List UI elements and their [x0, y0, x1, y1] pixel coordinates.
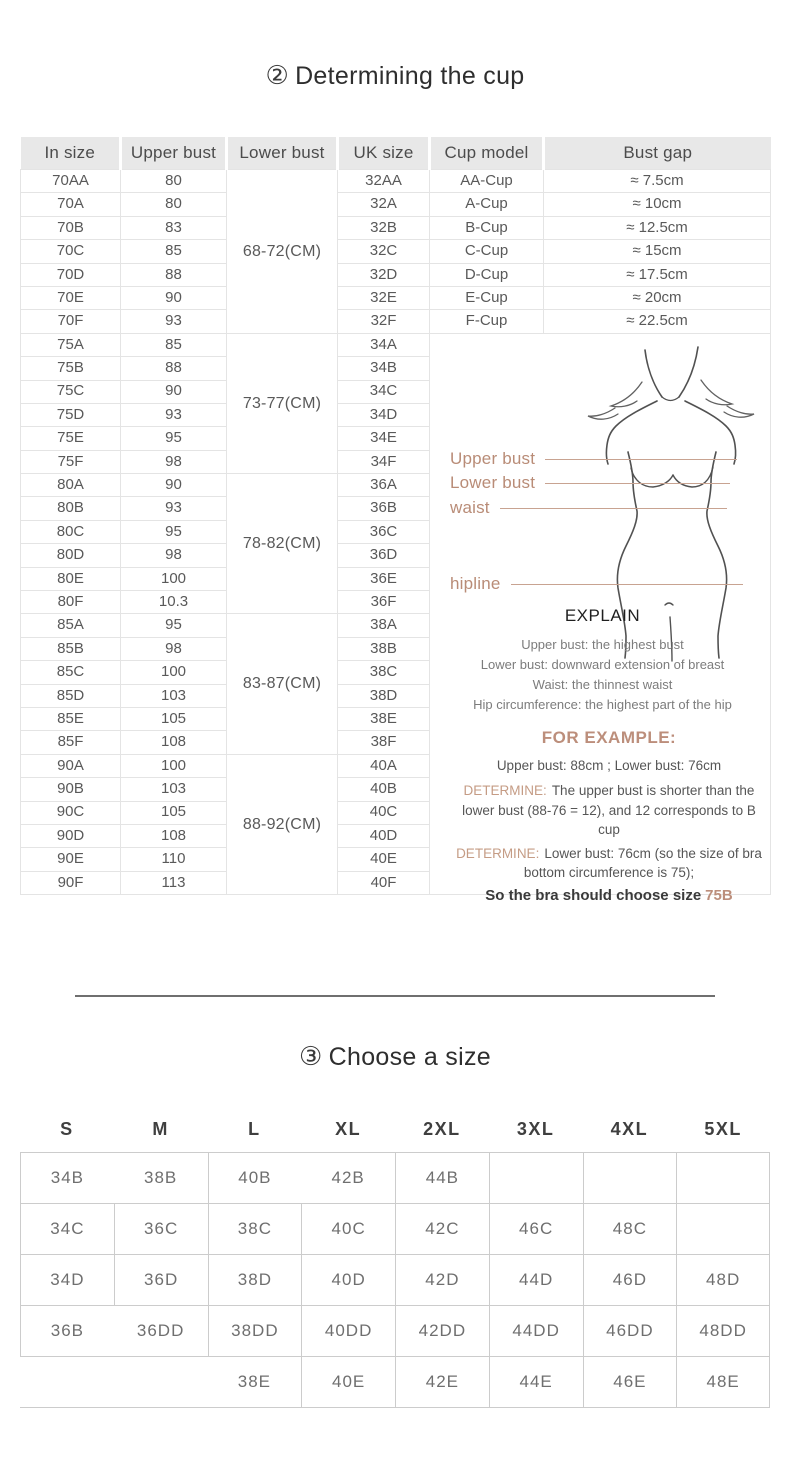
cup-table-cell: 38D [338, 684, 430, 707]
size-chart-cell: 38E [237, 1372, 271, 1392]
cup-table-cell: 38F [338, 731, 430, 754]
size-chart-cell: 48DD [676, 1306, 770, 1356]
size-chart-cell: 34D [20, 1255, 114, 1305]
cup-table-cell: 90 [121, 474, 227, 497]
cup-table-cell: 90 [121, 380, 227, 403]
determine-text: Lower bust: 76cm (so the size of bra bottom circumference is 75); [523, 845, 762, 881]
cup-table-cell: ≈ 22.5cm [544, 310, 771, 333]
size-chart-cell: 48E [676, 1357, 770, 1407]
cup-table-cell: 90 [121, 286, 227, 309]
cup-table-header-row [21, 137, 771, 170]
example-measurements: Upper bust: 88cm ; Lower bust: 76cm [496, 758, 722, 774]
cup-table-column-header: Bust gap [544, 137, 771, 170]
size-chart-cell: 46C [489, 1204, 583, 1254]
size-chart-rows [20, 1152, 770, 1408]
cup-table-cell: 100 [121, 567, 227, 590]
cup-table-cell: A-Cup [430, 193, 544, 216]
size-chart-column-header: 4XL [610, 1118, 649, 1139]
cup-table-row [21, 310, 771, 333]
size-chart-cell: 40C [301, 1204, 395, 1254]
figure-merged-cell [430, 333, 771, 904]
size-chart-cell: 34B [20, 1153, 114, 1203]
body-measurement-figure [430, 334, 770, 904]
cup-table-cell: ≈ 17.5cm [544, 263, 771, 286]
measure-label-upper-bust [450, 450, 737, 469]
size-chart-column-header: 5XL [704, 1118, 742, 1139]
size-chart-cell: 36D [114, 1255, 208, 1305]
cup-table-row [21, 286, 771, 309]
section-size-title-text: Choose a size [328, 1043, 491, 1072]
size-chart-cell: 38B [144, 1168, 178, 1188]
cup-table-cell: 110 [121, 848, 227, 871]
cup-table-cell: 40A [338, 754, 430, 777]
cup-table-cell: 85 [121, 333, 227, 356]
lower-bust-pointer-line [545, 483, 730, 484]
cup-table-cell: 90B [21, 778, 121, 801]
cup-table-cell: 80 [121, 170, 227, 193]
size-chart-cell: 38DD [208, 1306, 302, 1356]
size-chart-cell: 40E [301, 1357, 395, 1407]
waist-pointer-line [500, 508, 727, 509]
determine-step-1 [450, 781, 768, 840]
cup-table-column-header: Cup model [430, 137, 544, 170]
explain-block [450, 607, 755, 716]
determine-step-2 [450, 844, 768, 883]
hipline-label-text: hipline [450, 573, 501, 593]
section-determining-cup-title [0, 0, 790, 91]
size-chart-cell: 46D [583, 1255, 677, 1305]
cup-table-cell: 93 [121, 310, 227, 333]
cup-table-cell: ≈ 12.5cm [544, 216, 771, 239]
for-example-title: FOR EXAMPLE: [541, 727, 677, 747]
size-chart-cell [583, 1153, 677, 1203]
cup-table-cell: 83 [121, 216, 227, 239]
lower-bust-label-text: Lower bust [450, 472, 536, 492]
determine-label: DETERMINE: [463, 783, 547, 799]
size-chart-cell: 42DD [395, 1306, 489, 1356]
cup-table-cell: 95 [121, 614, 227, 637]
cup-table-cell: C-Cup [430, 240, 544, 263]
cup-table-cell: 95 [121, 427, 227, 450]
cup-table-cell: 93 [121, 497, 227, 520]
section-divider-line [75, 995, 715, 997]
upper-bust-label-text: Upper bust [450, 448, 536, 468]
size-chart-cell: 42B [331, 1168, 365, 1188]
cup-table-cell: 70C [21, 240, 121, 263]
explain-line: Waist: the thinnest waist [532, 677, 673, 693]
measure-label-hipline [450, 575, 743, 594]
cup-table-row [21, 193, 771, 216]
cup-table-cell: 85F [21, 731, 121, 754]
cup-table-cell: 70A [21, 193, 121, 216]
cup-table-row [21, 263, 771, 286]
cup-table-body [21, 170, 771, 904]
cup-table-cell: 85E [21, 707, 121, 730]
cup-table-cell: 40E [338, 848, 430, 871]
size-chart-column-header: 2XL [423, 1118, 461, 1139]
size-chart-cell: 40DD [301, 1306, 395, 1356]
cup-table-cell: 85D [21, 684, 121, 707]
cup-table-cell: ≈ 15cm [544, 240, 771, 263]
size-chart-cell: 46E [583, 1357, 677, 1407]
cup-table-cell: 100 [121, 661, 227, 684]
lower-bust-range-cell: 73-77(CM) [227, 333, 338, 473]
cup-table-cell: 98 [121, 637, 227, 660]
cup-table-head [21, 137, 771, 170]
cup-table-cell: F-Cup [430, 310, 544, 333]
cup-table-row [21, 333, 771, 356]
cup-table-row [21, 170, 771, 193]
size-chart-cell [676, 1153, 770, 1203]
measure-label-waist [450, 499, 727, 518]
size-chart-row [20, 1254, 770, 1305]
cup-table-cell: 90A [21, 754, 121, 777]
cup-table-cell: 32E [338, 286, 430, 309]
circled-number-2: ② [265, 60, 290, 90]
cup-table-cell: 32B [338, 216, 430, 239]
cup-table-cell: 32D [338, 263, 430, 286]
size-chart-column-header: M [152, 1118, 169, 1139]
lower-bust-range-cell: 78-82(CM) [227, 474, 338, 614]
size-chart-column-header: S [60, 1118, 74, 1139]
cup-table-cell: 103 [121, 778, 227, 801]
cup-table-cell: 10.3 [121, 591, 227, 614]
cup-table-cell: 113 [121, 871, 227, 894]
section-choose-size-title [0, 1041, 790, 1072]
cup-table-cell: 75C [21, 380, 121, 403]
size-chart-cell: 42C [395, 1204, 489, 1254]
cup-table-cell: 90D [21, 824, 121, 847]
size-chart-cell: 48D [676, 1255, 770, 1305]
cup-table-cell: ≈ 7.5cm [544, 170, 771, 193]
size-chart-cell: 46DD [583, 1306, 677, 1356]
size-chart-row [20, 1203, 770, 1254]
circled-number-3: ③ [299, 1041, 323, 1072]
cup-table-cell: AA-Cup [430, 170, 544, 193]
cup-table-cell: 34A [338, 333, 430, 356]
cup-table-cell: 36F [338, 591, 430, 614]
cup-table-cell: 75B [21, 357, 121, 380]
cup-table-cell: 108 [121, 731, 227, 754]
size-chart-cell [489, 1153, 583, 1203]
upper-bust-pointer-line [545, 459, 737, 460]
cup-table-cell: 90E [21, 848, 121, 871]
cup-table-cell: 95 [121, 520, 227, 543]
cup-table-cell: 36B [338, 497, 430, 520]
size-chart-column-header: XL [335, 1118, 362, 1139]
size-chart [20, 1106, 770, 1408]
size-chart-row [20, 1356, 770, 1408]
cup-table-cell: 34F [338, 450, 430, 473]
cup-table-cell: 40B [338, 778, 430, 801]
size-chart-cell: 44D [489, 1255, 583, 1305]
cup-table-cell: 70D [21, 263, 121, 286]
cup-table-cell: 38E [338, 707, 430, 730]
cup-table-cell: B-Cup [430, 216, 544, 239]
cup-table-column-header: Upper bust [121, 137, 227, 170]
cup-table-cell: 40D [338, 824, 430, 847]
cup-table-cell: 70E [21, 286, 121, 309]
cup-table-cell: 38B [338, 637, 430, 660]
size-chart-cell: 40D [301, 1255, 395, 1305]
size-chart-cell: 42D [395, 1255, 489, 1305]
cup-table-cell: 85 [121, 240, 227, 263]
cup-table-cell: 98 [121, 450, 227, 473]
cup-table-cell: 38A [338, 614, 430, 637]
size-chart-column-header: L [248, 1118, 261, 1139]
size-chart-cell: 44E [489, 1357, 583, 1407]
size-chart-column-header: 3XL [516, 1118, 555, 1139]
cup-table-cell: ≈ 10cm [544, 193, 771, 216]
cup-table-cell: 108 [121, 824, 227, 847]
cup-table-cell: 40F [338, 871, 430, 894]
size-chart-cell: 40B [208, 1153, 302, 1203]
cup-table-cell: 80B [21, 497, 121, 520]
size-chart-row [20, 1152, 770, 1203]
cup-table-cell: 90F [21, 871, 121, 894]
cup-table-cell: 80F [21, 591, 121, 614]
cup-table-cell: 85B [21, 637, 121, 660]
size-chart-cell: 42E [395, 1357, 489, 1407]
cup-table-cell: 36D [338, 544, 430, 567]
cup-table-column-header: Lower bust [227, 137, 338, 170]
cup-table-cell: 75E [21, 427, 121, 450]
cup-table-cell: 90C [21, 801, 121, 824]
cup-table-cell: 32AA [338, 170, 430, 193]
hipline-pointer-line [511, 584, 743, 585]
cup-table-cell: 80 [121, 193, 227, 216]
cup-table-cell: 85C [21, 661, 121, 684]
conclusion-line [450, 888, 768, 905]
cup-table-cell: 70AA [21, 170, 121, 193]
cup-table-cell: 75F [21, 450, 121, 473]
size-chart-cell: 34C [20, 1204, 114, 1254]
cup-table-cell: 80D [21, 544, 121, 567]
cup-table-cell: 75A [21, 333, 121, 356]
size-chart-cell: 36DD [136, 1321, 185, 1341]
size-chart-cell: 44DD [489, 1306, 583, 1356]
cup-table-cell: 34E [338, 427, 430, 450]
cup-table-cell: E-Cup [430, 286, 544, 309]
explain-line: Upper bust: the highest bust [521, 637, 684, 653]
size-chart-cell: 36B [20, 1306, 114, 1356]
size-chart-cell: 38D [208, 1255, 302, 1305]
cup-table-cell: ≈ 20cm [544, 286, 771, 309]
cup-table-cell: 32C [338, 240, 430, 263]
cup-table-cell: 80A [21, 474, 121, 497]
cup-table-cell: 98 [121, 544, 227, 567]
cup-table-cell: 36C [338, 520, 430, 543]
cup-table-cell: 103 [121, 684, 227, 707]
cup-table-column-header: UK size [338, 137, 430, 170]
explain-line: Hip circumference: the highest part of the hip [473, 697, 732, 713]
cup-table-cell: 88 [121, 357, 227, 380]
cup-table-cell: 93 [121, 403, 227, 426]
lower-bust-range-cell: 68-72(CM) [227, 170, 338, 334]
determine-label: DETERMINE: [456, 845, 540, 861]
cup-table-cell: 40C [338, 801, 430, 824]
cup-table-column-header: In size [21, 137, 121, 170]
size-chart-header-row [20, 1106, 770, 1152]
cup-table-cell: 105 [121, 801, 227, 824]
cup-table-cell: 80E [21, 567, 121, 590]
conclusion-text: So the bra should choose size [485, 886, 702, 904]
cup-table-cell: 32F [338, 310, 430, 333]
cup-table-cell: 38C [338, 661, 430, 684]
waist-label-text: waist [450, 497, 490, 517]
cup-table-cell: 36A [338, 474, 430, 497]
cup-table-cell: 34C [338, 380, 430, 403]
size-chart-cell: 48C [583, 1204, 677, 1254]
size-chart-cell [676, 1204, 770, 1254]
cup-table-row [21, 240, 771, 263]
cup-table-cell: 34B [338, 357, 430, 380]
size-chart-cell [114, 1357, 208, 1407]
cup-table-cell: 88 [121, 263, 227, 286]
cup-table-row [21, 216, 771, 239]
cup-table-cell: 32A [338, 193, 430, 216]
measure-label-lower-bust [450, 474, 730, 493]
cup-size-table [20, 137, 771, 904]
size-chart-cell: 36C [114, 1204, 208, 1254]
cup-table-cell: 34D [338, 403, 430, 426]
recommended-size: 75B [705, 886, 733, 904]
for-example-block [450, 729, 768, 905]
size-chart-cell: 44B [395, 1153, 489, 1203]
cup-table-cell: 36E [338, 567, 430, 590]
size-chart-row [20, 1305, 770, 1356]
cup-table-cell: D-Cup [430, 263, 544, 286]
size-chart-cell [20, 1357, 114, 1407]
cup-table-cell: 105 [121, 707, 227, 730]
determine-text: The upper bust is shorter than the lower bust (88-76 = 12), and 12 corresponds to B cup [462, 783, 756, 838]
cup-table-cell: 75D [21, 403, 121, 426]
size-chart-cell: 38C [208, 1204, 302, 1254]
explain-line: Lower bust: downward extension of breast [480, 657, 725, 673]
cup-table-cell: 100 [121, 754, 227, 777]
cup-table-cell: 80C [21, 520, 121, 543]
explain-title: EXPLAIN [564, 605, 641, 625]
lower-bust-range-cell: 88-92(CM) [227, 754, 338, 894]
section-cup-title-text: Determining the cup [295, 62, 525, 90]
cup-table-cell: 85A [21, 614, 121, 637]
cup-table-cell: 70B [21, 216, 121, 239]
cup-table-cell: 70F [21, 310, 121, 333]
lower-bust-range-cell: 83-87(CM) [227, 614, 338, 754]
